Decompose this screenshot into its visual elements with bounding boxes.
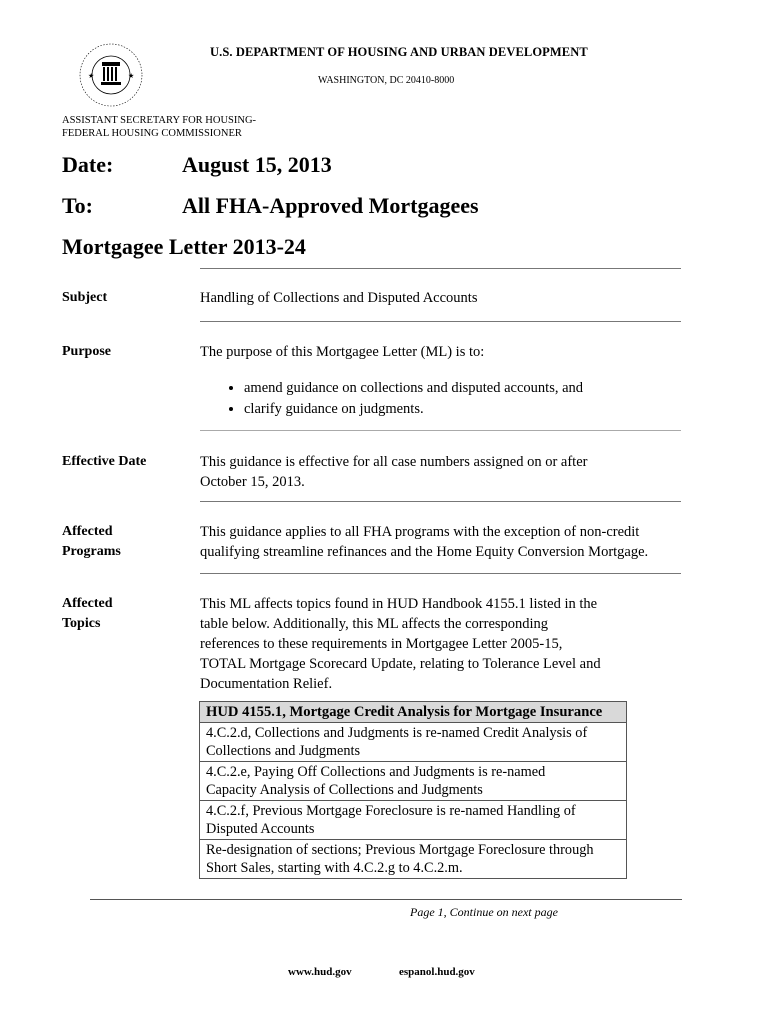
cell-line: 4.C.2.d, Collections and Judgments is re-named Credit Analysis of [206, 725, 588, 741]
text-line: This guidance is effective for all case numbers assigned on or after [200, 454, 588, 470]
table-cell [200, 723, 627, 762]
list-item: • amend guidance on collections and disputed accounts, and [244, 378, 583, 399]
page-note: Page 1, Continue on next page [410, 905, 558, 919]
text-line: references to these requirements in Mortgagee Letter 2005-15, [200, 636, 563, 652]
text-line: Documentation Relief. [200, 676, 333, 692]
office-name [62, 114, 256, 140]
text-line: TOTAL Mortgage Scorecard Update, relating to Tolerance Level and [200, 656, 601, 672]
cell-line: Collections and Judgments [206, 743, 361, 759]
cell-line: 4.C.2.e, Paying Off Collections and Judgments is re-named [206, 764, 546, 780]
table-cell [200, 762, 627, 801]
table-row [200, 840, 627, 879]
affected-topics-label [62, 594, 113, 634]
website-es-link[interactable]: espanol.hud.gov [399, 966, 475, 978]
letter-title: Mortgagee Letter 2013-24 [62, 234, 306, 259]
text-line: This ML affects topics found in HUD Handbook 4155.1 listed in the [200, 596, 598, 612]
text-line: This guidance applies to all FHA programs with the exception of non-credit [200, 524, 640, 540]
effective-date-text [200, 452, 587, 492]
svg-text:★: ★ [88, 72, 95, 80]
svg-text:★: ★ [128, 72, 135, 80]
hud-seal-icon [78, 42, 144, 108]
divider [200, 321, 681, 322]
topics-table [199, 701, 627, 879]
date-label: Date: [62, 152, 114, 177]
label-line: Topics [62, 616, 101, 631]
to-value: All FHA-Approved Mortgagees [182, 193, 479, 218]
divider [200, 573, 681, 574]
subject-label: Subject [62, 290, 108, 305]
affected-programs-text [200, 522, 648, 562]
purpose-list [222, 378, 583, 420]
cell-line: Capacity Analysis of Collections and Judgments [206, 782, 483, 798]
table-row [200, 723, 627, 762]
label-line: Programs [62, 544, 121, 559]
table-cell [200, 801, 627, 840]
table-row [200, 801, 627, 840]
office-line-1: ASSISTANT SECRETARY FOR HOUSING- [62, 115, 257, 126]
website-link[interactable]: www.hud.gov [288, 966, 352, 978]
text-line: table below. Additionally, this ML affects the corresponding [200, 616, 549, 632]
department-address: WASHINGTON, DC 20410-8000 [318, 75, 455, 86]
list-item: • clarify guidance on judgments. [244, 399, 583, 420]
department-name: U.S. DEPARTMENT OF HOUSING AND URBAN DEVELOPMENT [210, 45, 588, 59]
label-line: Affected [62, 524, 113, 539]
divider [200, 268, 681, 269]
text-line: October 15, 2013. [200, 474, 305, 490]
cell-line: Short Sales, starting with 4.C.2.g to 4.C.2.m. [206, 860, 463, 876]
cell-line: Re-designation of sections; Previous Mortgage Foreclosure through [206, 842, 594, 858]
text-line: qualifying streamline refinances and the Home Equity Conversion Mortgage. [200, 544, 649, 560]
table-header-row [200, 702, 627, 723]
effective-date-label: Effective Date [62, 454, 147, 469]
office-line-2: FEDERAL HOUSING COMMISSIONER [62, 128, 242, 139]
table-row [200, 762, 627, 801]
cell-line: 4.C.2.f, Previous Mortgage Foreclosure is re-named Handling of [206, 803, 576, 819]
affected-topics-text [200, 594, 601, 694]
subject-text: Handling of Collections and Disputed Accounts [200, 290, 478, 306]
footer-divider [90, 899, 682, 900]
purpose-text: The purpose of this Mortgagee Letter (ML) is to: [200, 344, 485, 360]
divider [200, 430, 681, 431]
table-cell [200, 840, 627, 879]
cell-line: Disputed Accounts [206, 821, 315, 837]
divider [200, 501, 681, 502]
to-label: To: [62, 193, 93, 218]
affected-programs-label [62, 522, 121, 562]
date-value: August 15, 2013 [182, 152, 332, 177]
table-header: HUD 4155.1, Mortgage Credit Analysis for Mortgage Insurance [200, 702, 627, 723]
label-line: Affected [62, 596, 113, 611]
purpose-label: Purpose [62, 344, 111, 359]
